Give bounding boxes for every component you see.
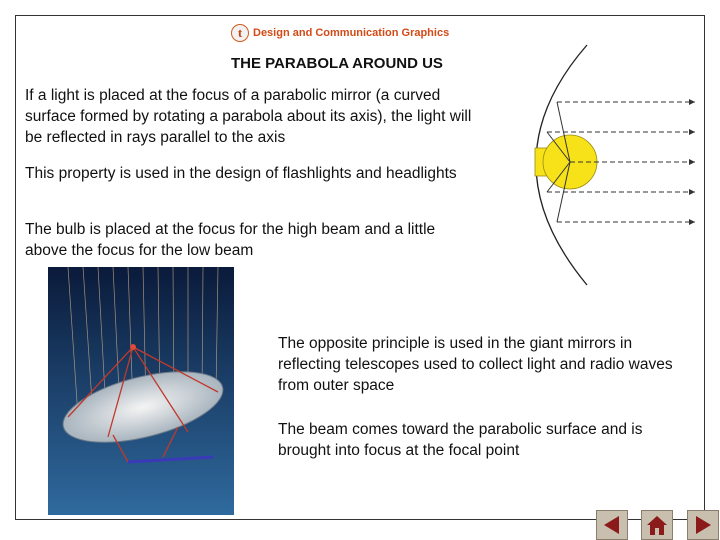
header	[231, 22, 449, 44]
paragraph-bulb-position: The bulb is placed at the focus for the high beam and a little above the focus for the low beam	[25, 221, 436, 259]
ray-arrowheads	[689, 99, 695, 225]
back-button[interactable]	[596, 510, 628, 540]
paragraph-beam-focus: The beam comes toward the parabolic surface and is brought into focus at the focal point	[278, 421, 643, 459]
arrow-left-icon	[601, 515, 623, 535]
home-button[interactable]	[641, 510, 673, 540]
parabolic-mirror-diagram	[525, 40, 705, 290]
paragraph-telescopes: The opposite principle is used in the giant mirrors in reflecting telescopes used to collect light and radio waves from outer space	[278, 335, 673, 394]
page-title: THE PARABOLA AROUND US	[231, 55, 443, 72]
brand-logo-icon: t	[231, 24, 249, 42]
arrow-right-icon	[692, 515, 714, 535]
brand-name: Design and Communication Graphics	[253, 27, 450, 39]
paragraph-focus-mirror: If a light is placed at the focus of a parabolic mirror (a curved surface formed by rotating a parabola about its axis), the light will be reflected in rays parallel to the axis	[25, 87, 472, 146]
forward-button[interactable]	[687, 510, 719, 540]
radio-telescope-image	[48, 267, 234, 515]
paragraph-flashlights: This property is used in the design of flashlights and headlights	[25, 165, 457, 182]
focal-point	[130, 344, 136, 350]
home-icon	[645, 514, 669, 536]
